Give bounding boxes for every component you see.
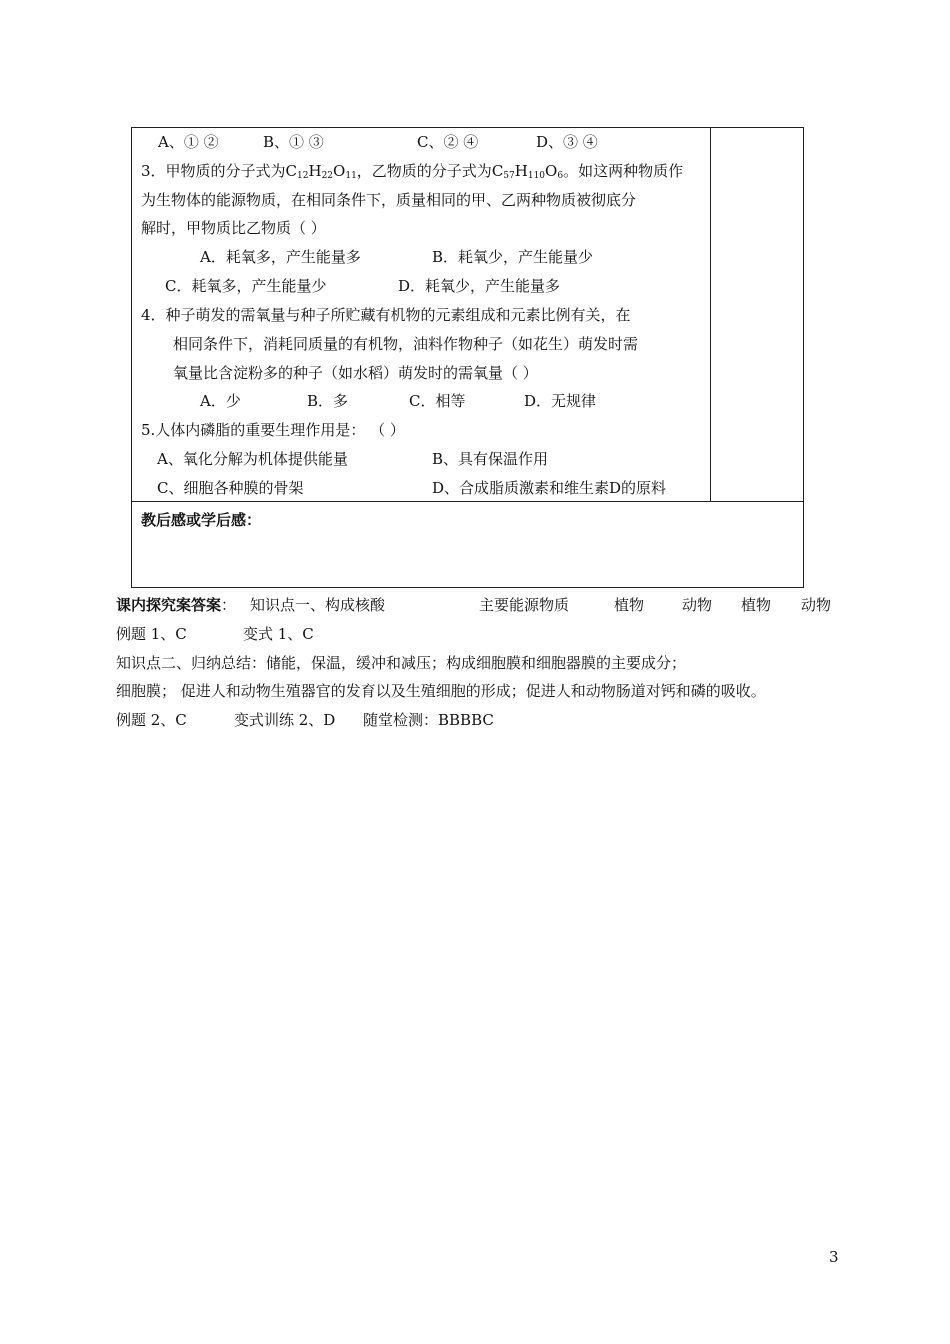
q4-line-2: 相同条件下，消耗同质量的有机物，油料作物种子（如花生）萌发时需 bbox=[173, 335, 639, 353]
q5-option-d: D、合成脂质激素和维生素D的原料 bbox=[432, 479, 667, 497]
option-b: B、① ③ bbox=[263, 133, 324, 151]
q5-option-b: B、具有保温作用 bbox=[432, 450, 549, 468]
option-d: D、③ ④ bbox=[536, 133, 598, 151]
formula-fat: $C_{57}H_{110}O_6$ bbox=[491, 162, 564, 181]
q5-option-a: A、氧化分解为机体提供能量 bbox=[157, 450, 348, 468]
q3-suffix: 。如这两种物质作 bbox=[563, 162, 684, 180]
q5-option-c: C、细胞各种膜的骨架 bbox=[157, 479, 304, 497]
q4-option-c: C．相等 bbox=[409, 392, 466, 410]
q4-option-a: A．少 bbox=[200, 392, 241, 410]
answers-l2-b: 变式 1、C bbox=[243, 625, 314, 643]
answers-l1-c: 植物 bbox=[614, 596, 645, 614]
q3-line-1 bbox=[141, 160, 683, 181]
answers-l1-f: 动物 bbox=[801, 596, 832, 614]
formula-glucose: $C_{12}H_{22}O_{11}$ bbox=[285, 162, 357, 181]
answers-l1-b: 主要能源物质 bbox=[479, 596, 570, 614]
answers-l1-a: 知识点一、构成核酸 bbox=[250, 596, 386, 614]
q3-option-d: D．耗氧少，产生能量多 bbox=[398, 277, 561, 295]
page-number: 3 bbox=[829, 1248, 839, 1266]
q4-line-1: 4．种子萌发的需氧量与种子所贮藏有机物的元素组成和元素比例有关，在 bbox=[141, 306, 631, 324]
answers-l2-a: 例题 1、C bbox=[116, 625, 187, 643]
answers-l1-e: 植物 bbox=[741, 596, 772, 614]
answers-l5-a: 例题 2、C bbox=[116, 711, 187, 729]
q5-line-1: 5.人体内磷脂的重要生理作用是： （ ） bbox=[141, 421, 405, 439]
option-c: C、② ④ bbox=[417, 133, 479, 151]
answers-line-1: 课内探究案答案： bbox=[116, 596, 237, 614]
table-column-divider bbox=[710, 127, 711, 501]
q4-option-b: B．多 bbox=[307, 392, 349, 410]
table-row-divider bbox=[131, 501, 803, 502]
answers-label: 课内探究案答案 bbox=[116, 596, 222, 614]
q4-line-3: 氧量比含淀粉多的种子（如水稻）萌发时的需氧量（ ） bbox=[173, 364, 538, 382]
q3-option-a: A．耗氧多，产生能量多 bbox=[200, 248, 361, 266]
answers-l1-d: 动物 bbox=[682, 596, 713, 614]
q3-line-3: 解时，甲物质比乙物质（ ） bbox=[141, 219, 326, 237]
q3-line-2: 为生物体的能源物质，在相同条件下，质量相同的甲、乙两种物质被彻底分 bbox=[141, 191, 637, 209]
q3-option-b: B．耗氧少，产生能量少 bbox=[432, 248, 594, 266]
answers-l5-b: 变式训练 2、D bbox=[234, 711, 336, 729]
reflection-label: 教后感或学后感： bbox=[141, 511, 262, 529]
answers-l4: 细胞膜； 促进人和动物生殖器官的发育以及生殖细胞的形成；促进人和动物肠道对钙和磷的吸收。 bbox=[116, 682, 766, 700]
option-a: A、① ② bbox=[158, 133, 219, 151]
q3-mid: ，乙物质的分子式为 bbox=[356, 162, 492, 180]
q4-option-d: D．无规律 bbox=[524, 392, 597, 410]
q3-prefix: 3．甲物质的分子式为 bbox=[141, 162, 286, 180]
q3-option-c: C．耗氧多，产生能量少 bbox=[165, 277, 327, 295]
answers-l5-c: 随堂检测：BBBBC bbox=[363, 711, 494, 729]
answers-l3: 知识点二、归纳总结：储能，保温，缓冲和减压；构成细胞膜和细胞器膜的主要成分； bbox=[116, 654, 687, 672]
